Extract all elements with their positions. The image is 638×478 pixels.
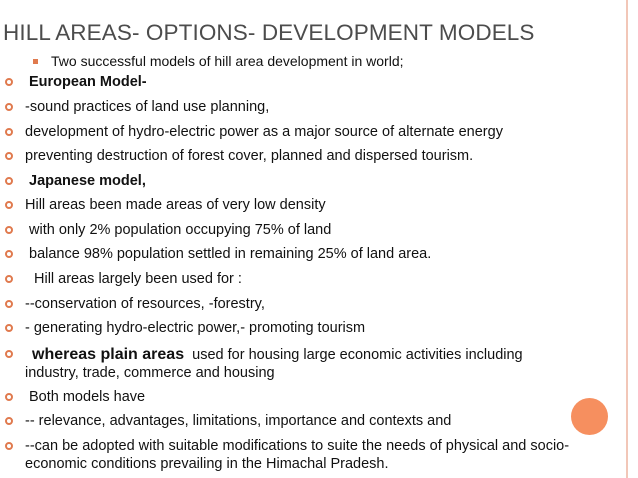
bullet-text [32,346,523,364]
circle-bullet-icon [5,177,13,185]
circle-bullet-icon [5,152,13,160]
bullet-text: - generating hydro-electric power,- promoting tourism [25,320,366,336]
decorative-circle [571,398,608,435]
bullet-spacer [184,347,192,363]
bullet-text: preventing destruction of forest cover, planned and dispersed tourism. [25,148,474,164]
bullet-text: development of hydro-electric power as a major source of alternate energy [25,124,503,140]
bullet-text: European Model- [29,74,147,90]
circle-bullet-icon [5,393,13,401]
bullet-text: Both models have [29,389,146,405]
bullet-text: Hill areas been made areas of very low density [25,197,326,213]
circle-bullet-icon [5,103,13,111]
bullet-text-line2: economic conditions prevailing in the Himachal Pradesh. [25,456,389,472]
slide-title: HILL AREAS- OPTIONS- DEVELOPMENT MODELS [3,20,535,45]
bullet-text: balance 98% population settled in remaining 25% of land area. [29,246,432,262]
circle-bullet-icon [5,275,13,283]
circle-bullet-icon [5,350,13,358]
bullet-text: -- relevance, advantages, limitations, importance and contexts and [25,413,452,429]
bullet-text: Japanese model, [29,173,146,189]
bullet-text: --conservation of resources, -forestry, [25,296,265,312]
circle-bullet-icon [5,226,13,234]
bullet-emphasis: whereas plain areas [32,346,185,363]
bullet-text: Hill areas largely been used for : [34,271,242,287]
bullet-text-line2: industry, trade, commerce and housing [25,365,275,381]
circle-bullet-icon [5,324,13,332]
circle-bullet-icon [5,201,13,209]
bullet-text: with only 2% population occupying 75% of land [29,222,332,238]
circle-bullet-icon [5,250,13,258]
circle-bullet-icon [5,78,13,86]
circle-bullet-icon [5,417,13,425]
circle-bullet-icon [5,442,13,450]
circle-bullet-icon [5,128,13,136]
bullet-text: --can be adopted with suitable modifications to suite the needs of physical and socio- [25,438,570,454]
bullet-text: -sound practices of land use planning, [25,99,270,115]
circle-bullet-icon [5,300,13,308]
bullet-text-rest: used for housing large economic activities including [192,347,523,363]
intro-text: Two successful models of hill area development in world; [51,53,404,69]
